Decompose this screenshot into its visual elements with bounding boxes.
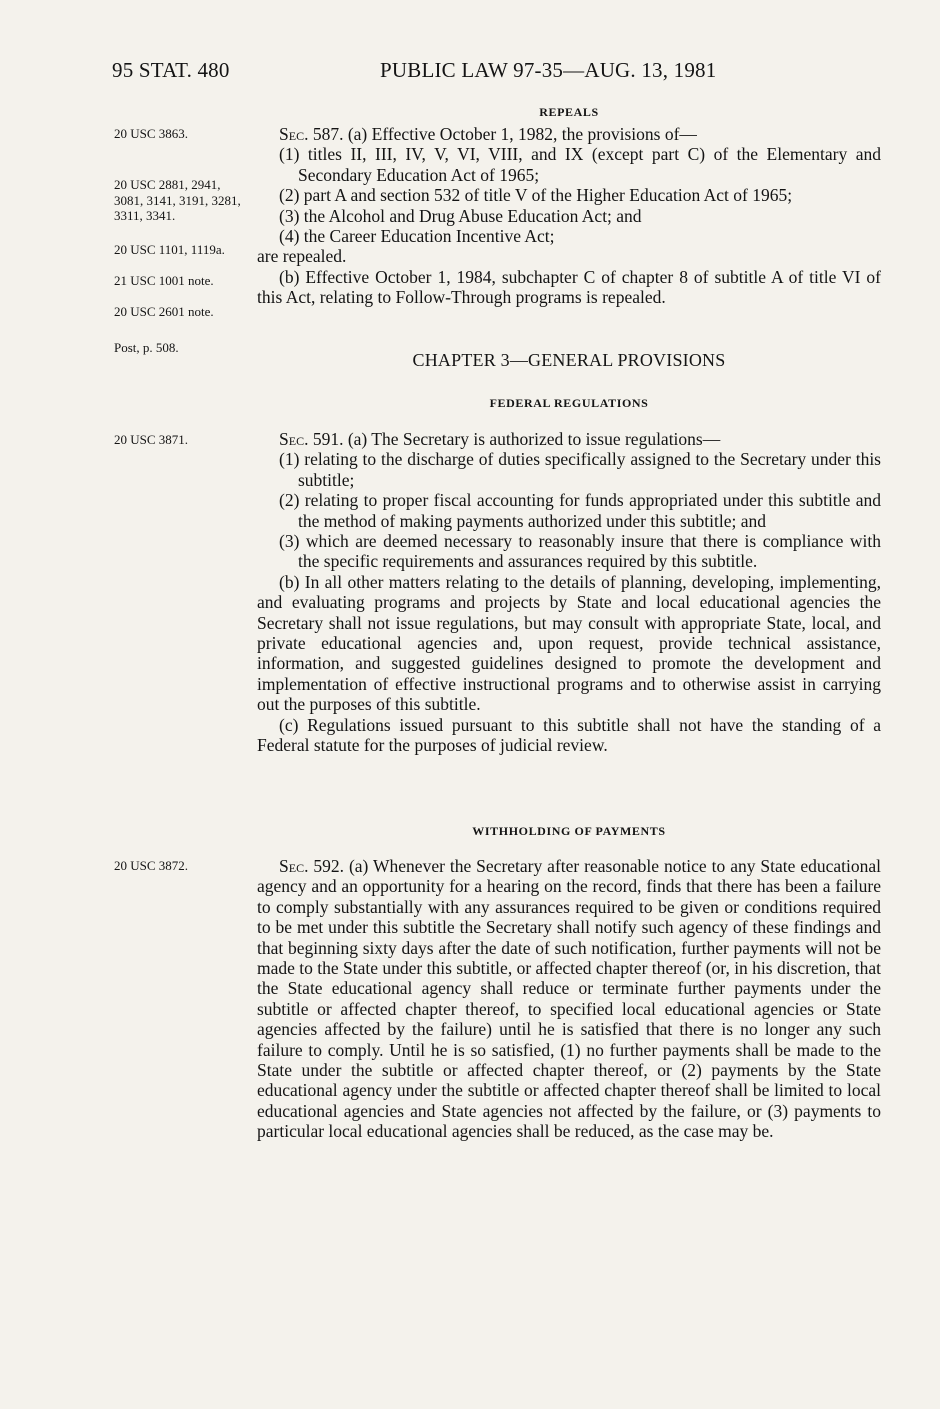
- section-591-c: (c) Regulations issued pursuant to this subtitle shall not have the standing of a Federal statute for the purposes of judicial review.: [257, 714, 881, 756]
- section-587-b: (b) Effective October 1, 1984, subchapter C of chapter 8 of subtitle A of title VI of this Act, relating to Follow-Through programs is repealed.: [257, 266, 881, 308]
- repeals-section: [257, 124, 881, 308]
- section-591-b: (b) In all other matters relating to the details of planning, developing, implementing, and evaluating programs and projects by State and local educational agencies the Secretary shall not issue regulations, but may consult with appropriate State, local, and private educational agencies and, upon request, provide technical assistance, information, and suggested guidelines designed to promote the development and implementation of effective instructional programs and to otherwise assist in carrying out the purposes of this subtitle.: [257, 571, 881, 715]
- withholding-section: [257, 856, 881, 1142]
- margin-note-citation: 20 USC 2881, 2941, 3081, 3141, 3191, 3281, 3311, 3341.: [114, 177, 241, 224]
- public-law-title: PUBLIC LAW 97-35—AUG. 13, 1981: [380, 58, 717, 82]
- repeal-item-3: (3) the Alcohol and Drug Abuse Education Act; and: [279, 205, 642, 226]
- margin-note-citation: 20 USC 2601 note.: [114, 304, 214, 319]
- withholding-heading: WITHHOLDING OF PAYMENTS: [472, 824, 666, 838]
- margin-note-reference: Post, p. 508.: [114, 340, 179, 355]
- section-587-a: Sec. 587. (a) Effective October 1, 1982, the provisions of—: [279, 124, 697, 144]
- section-592-a: Sec. 592. (a) Whenever the Secretary after reasonable notice to any State educational agency and an opportunity for a hearing on the record, finds that there has been a failure to comply substantially with any assurances required to be given or conditions required to be met under this subtitle the Secretary shall notify such agency of these findings and that beginning sixty days after the date of such notification, further payments will not be made to the State under this subtitle, or affected chapter thereof (or, in his discretion, that the State educational agency shall reduce or terminate further payments under the subtitle or affected chapter thereof, to specified local educational agencies or State agencies affected by the failure) until he is satisfied that there is no longer any such failure to comply. Until he is so satisfied, (1) no further payments shall be made to the State under the subtitle or affected chapter thereof, or (2) payments by the State educational agency under the subtitle or affected chapter thereof shall be limited to local educational agencies and State agencies not affected by the failure, or (3) payments to particular local educational agencies shall be reduced, as the case may be.: [257, 856, 881, 1142]
- regulation-item-3: (3) which are deemed necessary to reasonably insure that there is compliance with the specific requirements and assurances required by this subtitle.: [279, 531, 881, 572]
- repeals-heading: REPEALS: [539, 105, 599, 119]
- section-label: Sec.: [279, 429, 309, 449]
- federal-regulations-section: [257, 429, 881, 756]
- section-591-a: Sec. 591. (a) The Secretary is authorized to issue regulations—: [279, 429, 721, 449]
- repeal-item-4: (4) the Career Education Incentive Act;: [279, 226, 555, 247]
- repeal-item-1: (1) titles II, III, IV, V, VI, VIII, and IX (except part C) of the Elementary and Secondary Education Act of 1965;: [279, 144, 881, 185]
- margin-note-citation: 21 USC 1001 note.: [114, 273, 214, 288]
- section-label: Sec.: [279, 856, 309, 876]
- margin-note-citation: 20 USC 3872.: [114, 858, 189, 873]
- margin-note-citation: 20 USC 3863.: [114, 126, 189, 141]
- repeal-tail: are repealed.: [257, 246, 347, 267]
- statute-page-number: 95 STAT. 480: [112, 58, 230, 82]
- federal-regulations-heading: FEDERAL REGULATIONS: [489, 396, 649, 410]
- regulation-item-1: (1) relating to the discharge of duties specifically assigned to the Secretary under this subtitle;: [279, 449, 881, 490]
- section-label: Sec.: [279, 124, 309, 144]
- chapter-title: CHAPTER 3—GENERAL PROVISIONS: [412, 350, 726, 370]
- margin-note-citation: 20 USC 3871.: [114, 432, 189, 447]
- repeal-item-2: (2) part A and section 532 of title V of the Higher Education Act of 1965;: [279, 185, 793, 206]
- regulation-item-2: (2) relating to proper fiscal accounting for funds appropriated under this subtitle and the method of making payments authorized under this subtitle; and: [279, 490, 881, 531]
- margin-note-citation: 20 USC 1101, 1119a.: [114, 242, 225, 257]
